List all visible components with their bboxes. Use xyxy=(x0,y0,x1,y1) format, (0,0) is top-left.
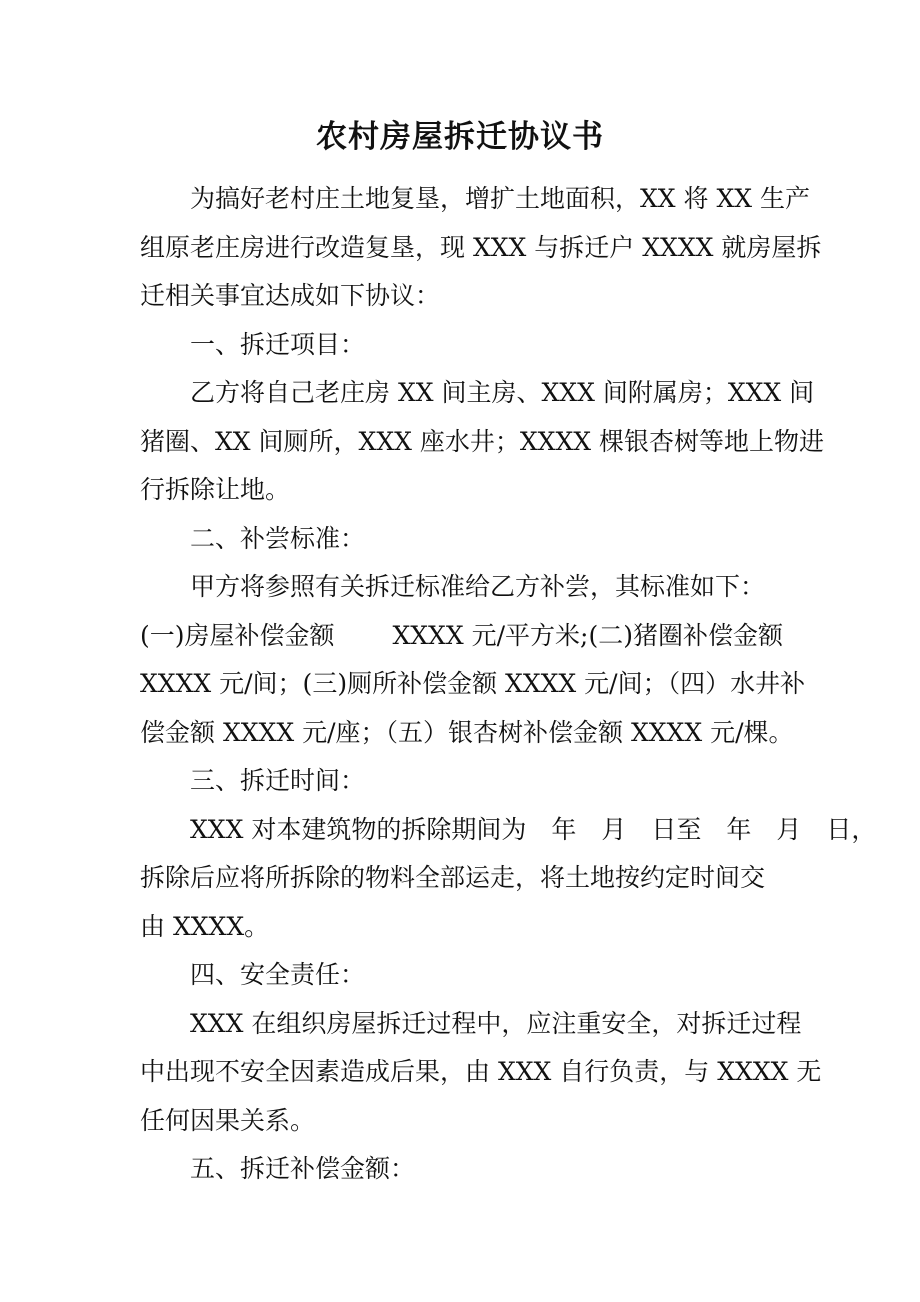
compensation-standard-line-4: 偿金额 XXXX 元/座；（五）银杏树补偿金额 XXXX 元/棵。 xyxy=(140,717,794,747)
intro-line-1: 为搞好老村庄土地复垦，增扩土地面积，XX 将 XX 生产 xyxy=(190,184,811,213)
section-heading-compensation-standard: 二、补尝标准： xyxy=(190,523,366,553)
demolition-items-line-2: 猪圈、XX 间厕所，XXX 座水井；XXXX 棵银杏树等地上物进 xyxy=(140,426,825,456)
compensation-standard-line-1: 甲方将参照有关拆迁标准给乙方补尝，其标准如下： xyxy=(190,572,766,601)
demolition-items-line-3: 行拆除让地。 xyxy=(140,475,291,504)
demolition-time-line-2: 拆除后应将所拆除的物料全部运走，将土地按约定时间交 xyxy=(140,863,766,892)
section-heading-safety-responsibility: 四、安全责任： xyxy=(190,960,366,989)
document-title: 农村房屋拆迁协议书 xyxy=(316,119,604,155)
section-heading-demolition-time: 三、拆迁时间： xyxy=(190,766,366,795)
demolition-time-line-1: XXX 对本建筑物的拆除期间为 年 月 日至 年 月 日， xyxy=(190,814,877,844)
safety-responsibility-line-1: XXX 在组织房屋拆迁过程中，应注重安全，对拆迁过程 xyxy=(190,1008,802,1038)
compensation-standard-line-3: XXXX 元/间；(三)厕所补偿金额 XXXX 元/间；（四）水井补 xyxy=(140,669,806,698)
section-heading-compensation-amount: 五、拆迁补偿金额： xyxy=(190,1154,416,1183)
demolition-time-line-3: 由 XXXX。 xyxy=(140,911,270,941)
safety-responsibility-line-2: 中出现不安全因素造成后果，由 XXX 自行负责，与 XXXX 无 xyxy=(140,1057,822,1086)
section-heading-demolition-items: 一、拆迁项目： xyxy=(190,329,366,359)
document-body xyxy=(140,175,877,1194)
safety-responsibility-line-3: 任何因果关系。 xyxy=(140,1105,316,1135)
demolition-items-line-1: 乙方将自己老庄房 XX 间主房、XXX 间附属房；XXX 间 xyxy=(190,378,815,407)
intro-line-3: 迁相关事宜达成如下协议： xyxy=(140,281,441,310)
compensation-standard-line-2: (一)房屋补偿金额 XXXX 元/平方米;(二)猪圈补偿金额 xyxy=(140,620,783,650)
intro-line-2: 组原老庄房进行改造复垦，现 XXX 与拆迁户 XXXX 就房屋拆 xyxy=(140,232,822,262)
